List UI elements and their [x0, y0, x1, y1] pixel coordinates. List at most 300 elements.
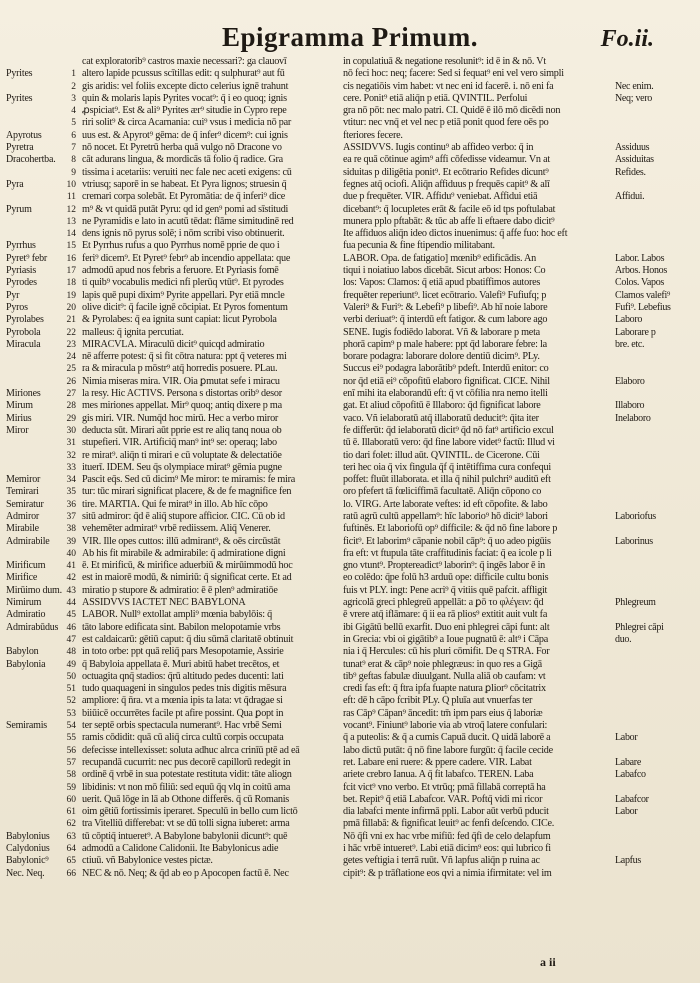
text-line [343, 634, 698, 646]
marginal-note: Laboro [615, 314, 643, 326]
marginal-note: Labor [615, 732, 638, 744]
text-line [343, 105, 698, 117]
text-line [6, 868, 344, 880]
text-line [343, 179, 698, 191]
text-line [343, 425, 698, 437]
line-text: ituerī. IDEM. Seu q̄s olympiace mirat⁹ gēmia pugne [82, 461, 282, 473]
line-text: octuagita qnq̄ stadios: q̄rū altitudo pedes ducenti: lati [82, 670, 284, 682]
line-text: miratio p stupore & admiratio: ē ē plen⁹ admiratiōe [82, 584, 278, 596]
marginal-note: Pyretra [6, 142, 34, 154]
text-line [6, 167, 344, 179]
marginal-note: Elaboro [615, 375, 645, 387]
marginal-note: Pyros [6, 301, 28, 313]
line-text: ret. Labare eni ruere: & ppere cadere. VIR. Labat [343, 756, 532, 768]
line-text: agricolā greci phlegreū appellāt: a ꝑō το φλέγειν: q̄d [343, 597, 544, 609]
text-line [6, 277, 344, 289]
line-text: ꝓspiciat⁹. Est & ali⁹ Pyrites ær⁹ situdie in Cypro repe [82, 105, 287, 117]
text-line [343, 720, 698, 732]
text-line [6, 794, 344, 806]
line-number: 5 [71, 118, 76, 129]
text-line [6, 437, 344, 449]
line-number: 51 [66, 684, 76, 695]
line-number: 28 [66, 401, 76, 412]
line-text: olive dicit⁹: q̄ facile ignē cōcipiat. Et Pyros fomentum [82, 301, 288, 313]
line-number: 53 [66, 708, 76, 719]
marginal-note: Pyrites [6, 68, 33, 80]
text-line [6, 142, 344, 154]
line-number: 63 [66, 831, 76, 842]
line-number: 42 [66, 573, 76, 584]
line-number: 19 [66, 290, 76, 301]
line-number: 1 [71, 69, 76, 80]
text-line [6, 548, 344, 560]
marginal-note: Refides. [615, 166, 646, 178]
marginal-note: Inelaboro [615, 412, 651, 424]
text-line [343, 523, 698, 535]
marginal-note: Phlegrei cāpi [615, 621, 664, 633]
text-line [343, 818, 698, 830]
text-line [343, 757, 698, 769]
line-text: NEC & nō. Neq; & q̄d ab eo p Apocopen factū ē. Nec [82, 867, 289, 879]
text-line [6, 68, 344, 80]
text-line [6, 204, 344, 216]
line-text: tāto labore edificata sint. Babilon melopotamie vrbs [82, 621, 281, 633]
text-line [343, 585, 698, 597]
text-line [343, 646, 698, 658]
line-text: defecisse intellexisset: soluta adhuc alrca crinīū ptē ad eā [82, 744, 300, 756]
marginal-note: Miracula [6, 338, 41, 350]
line-number: 26 [66, 376, 76, 387]
line-text: vtitur: nec vnq̄ et vel nec p etiā ponit quod fere oēs po [343, 117, 549, 129]
line-text: bet. Repit⁹ q̄ etiā Labafcor. VAR. Poftq̄ vidi mi ricor [343, 793, 543, 805]
line-number: 2 [71, 81, 76, 92]
text-line [6, 597, 344, 609]
marginal-note: Arbos. Honos [615, 265, 667, 277]
line-text: fuis vt PLY. ingt: Pene acri⁹ q̄ vitiis quē pafcit. affligit [343, 584, 548, 596]
line-text: Pascit eq̄s. Sed cū dicim⁹ Me miror: te miramis: fe mira [82, 474, 296, 486]
folio-number: Fo.ii. [600, 26, 654, 52]
marginal-note: Mirabile [6, 523, 39, 535]
text-line [6, 486, 344, 498]
text-line [6, 523, 344, 535]
line-number: 37 [66, 511, 76, 522]
text-line [6, 253, 344, 265]
line-text: Ab his fit mirabile & admirabile: q̄ admiratione digni [82, 547, 286, 559]
line-text: poffet: fluūt illaborata. et illa q̄ nihil pulchri⁹ auditū eft [343, 474, 551, 486]
marginal-note: Assiduitas [615, 154, 654, 166]
line-number: 64 [66, 844, 76, 854]
line-number: 32 [66, 450, 76, 461]
text-line [6, 806, 344, 818]
line-text: ter septē orbis spectacula numerant⁹. Hac vrbē Semi [82, 720, 282, 732]
text-line [343, 351, 698, 363]
marginal-note: Mirius [6, 412, 32, 424]
line-text: dicebant⁹: q̄ locupletes erāt & facile eō id tps poftulabat [343, 203, 556, 215]
text-line [6, 179, 344, 191]
line-number: 35 [66, 487, 76, 498]
line-text: admodū a Calidone Calidonii. Ite Babylonicus adie [82, 843, 279, 854]
text-line [343, 376, 698, 388]
text-line [343, 68, 698, 80]
text-line [343, 843, 698, 855]
text-line [6, 327, 344, 339]
text-line [6, 450, 344, 462]
marginal-note: Pyriasis [6, 265, 37, 277]
line-text: oim gētiū fortissimis iperaret. Speculū in bello cum lictō [82, 806, 298, 818]
marginal-note: Clamos valefi⁹ [615, 289, 671, 301]
marginal-note: Labor. Labos [615, 252, 665, 264]
line-number: 33 [66, 462, 76, 473]
text-line [6, 831, 344, 843]
text-line [6, 191, 344, 203]
text-line [343, 683, 698, 695]
text-line [343, 277, 698, 289]
line-text: ne Pyramidis e lato in acutū tēdat: flāme simitudinē red [82, 215, 294, 227]
running-title: Epigramma Primum. [222, 22, 478, 52]
line-text: tissima i acetariis: veruiti nec fale nec aceti exigens: cū [82, 166, 292, 178]
marginal-note: Babylonia [6, 658, 46, 670]
line-text: oro pfefert tā fœliciffimā facultatē. Aliq̄n cōpono co [343, 486, 542, 498]
marginal-note: Pyrobola [6, 326, 41, 338]
line-text: nē afferre potest: q̄ si fit cōtra natura: ppt q̄ veteres mi [82, 351, 287, 363]
line-number: 9 [71, 167, 76, 178]
marginal-note: Laborinus [615, 535, 653, 547]
line-number: 41 [66, 561, 76, 572]
marginal-note: Calydonius [6, 843, 50, 854]
line-number: 10 [66, 179, 76, 190]
line-number: 61 [66, 807, 76, 818]
line-text: recupandā cucurrit: nec pus decorē capillorū redegit in [82, 756, 291, 768]
line-number: 43 [66, 585, 76, 596]
line-number: 16 [66, 253, 76, 264]
text-line [343, 216, 698, 228]
line-number: 15 [66, 241, 76, 252]
marginal-note: Labafcor [615, 793, 649, 805]
line-text: deducta sūt. Mirari aūt pprie est re aliq tanq noua ob [82, 424, 282, 436]
text-line [6, 302, 344, 314]
line-text: ras Cāp⁹ Cāpan⁹ āncedit: tm̄ ipm pars eius q̄ laboriæ [343, 707, 543, 719]
line-number: 55 [66, 733, 76, 744]
line-text: gra nō pōt: nec malo patri. CI. Q̄uidē ē ilō mō dicēdi non [343, 105, 561, 117]
line-text: los: Vapos: Clamos: q̄ etiā apud pbatiffimos autores [343, 277, 541, 289]
text-line [343, 868, 698, 880]
marginal-note: Labare [615, 756, 641, 768]
text-line [6, 695, 344, 707]
line-text: Ite affiduos aliq̄n ideo dictos inuenimus: q̄ affe fuo: hoc eft [343, 228, 568, 240]
text-line [6, 745, 344, 757]
text-line [343, 548, 698, 560]
text-line [6, 609, 344, 621]
line-number: 59 [66, 782, 76, 793]
line-text: SENE. Iugis fodiēdo laborat. Vñ & laborare p meta [343, 326, 540, 338]
line-text: Nimia miseras mira. VIR. Oia ꝑmutat sefe i miracu [82, 375, 280, 387]
line-text: ficit⁹. Et laborim⁹ cāpanie nobil cāp⁹: q̄ uo adeo pigūis [343, 535, 551, 547]
text-line [6, 376, 344, 388]
line-text: tire. MARTIA. Q̄ui fe mirat⁹ in illo. Ab hīc cōpo [82, 498, 268, 510]
marginal-note: Affidui. [615, 191, 645, 203]
line-text: m⁹ & vt quidā putāt Pyru: qd id gen⁹ pomi ad sīstitudi [82, 203, 289, 215]
text-line [6, 117, 344, 129]
line-text: gis aridis: vel foliis excepte dicto celerius ignē trahunt [82, 80, 289, 92]
line-number: 13 [66, 216, 76, 227]
text-line [343, 536, 698, 548]
line-text: uus est. & Apyrot⁹ gēma: de q̄ infer⁹ dicem⁹: cui ignis [82, 129, 288, 141]
line-text: tiqui i noiatiuo labos dicebāt. Sicut arbos: Honos: Co [343, 265, 546, 277]
marginal-note: Babylonius [6, 830, 50, 842]
line-text: & Pyrolabes: q̄ ea ignita sunt capiat: licut Pyrobola [82, 314, 277, 326]
line-number: 65 [66, 856, 76, 867]
line-text: enī mihi ita elaborandū eft: q̄ vt cōfilia nra nemo itelli [343, 388, 548, 400]
text-line [6, 843, 344, 855]
line-number: 7 [71, 143, 76, 154]
line-text: LABOR. Opa. de fatigatio] mœnib⁹ edificādis. An [343, 252, 536, 264]
marginal-note: Babylon [6, 646, 39, 658]
line-text: dia labafci mente infirmā ppli. Labor aūt verbū pducit [343, 806, 549, 818]
line-text: libidinis: vt non mō filiū: sed equū q̄q vlq in coitū ama [82, 781, 291, 793]
line-text: tra Vitelliū differebat: vt se dū tolli signa iuberet: arma [82, 818, 290, 830]
line-number: 18 [66, 278, 76, 289]
text-line [343, 388, 698, 400]
text-line [6, 818, 344, 830]
line-text: tunat⁹ erat & cāp⁹ noie phlegræus: in quo res a Gigā [343, 658, 542, 670]
text-line [6, 855, 344, 867]
line-number: 56 [66, 745, 76, 756]
line-text: ratū agrū cultū appellam⁹: hīc laborio⁹ hō dicit⁹ labori [343, 510, 548, 522]
right-column [343, 56, 698, 966]
text-line [343, 782, 698, 794]
line-text: vehemēter admirat⁹ vrbē rediissem. Aliq̄ Venerer. [82, 523, 271, 535]
line-text: in Grecia: vbi oi gigātib⁹ a Ioue pugnatū ē: alt⁹ i Cāpa [343, 633, 548, 645]
text-line [343, 265, 698, 277]
text-line [6, 351, 344, 363]
text-line [6, 646, 344, 658]
line-text: vaco. Vñ ielaboratū atq̄ illaboratū deducit⁹: q̄ita iter [343, 412, 539, 424]
text-line [343, 609, 698, 621]
line-text: nō feci hoc: neq; facere: Sed si fequat⁹ eni vel vero simpli [343, 68, 564, 80]
line-text: Succus ei⁹ podagra laborātib⁹ pdeft. Interdū enitor: co [343, 363, 549, 375]
marginal-note: Laborare p [615, 326, 656, 338]
line-number: 17 [66, 266, 76, 277]
line-number: 23 [66, 339, 76, 350]
line-number: 30 [66, 425, 76, 436]
marginal-note: Memiror [6, 474, 41, 486]
text-line [343, 486, 698, 498]
line-text: nō nocet. Et Pyretrū herba quā vulgo nō Dracone vo [82, 142, 282, 154]
text-line [343, 363, 698, 375]
marginal-note: Lapfus [615, 855, 641, 867]
marginal-note: Miror [6, 424, 29, 436]
line-text: fteriores fecere. [343, 129, 403, 141]
text-line [343, 695, 698, 707]
line-number: 54 [66, 721, 76, 732]
line-text: nia i q̄ Hercules: cū his pluri cōmifit. De q STRA. For [343, 646, 550, 658]
text-line [343, 462, 698, 474]
line-number: 52 [66, 696, 76, 707]
line-number: 46 [66, 622, 76, 633]
line-text: nor q̄d etiā ei⁹ cōpofitū elaboro fignificat. CICE. Nihil [343, 375, 550, 387]
text-line [6, 683, 344, 695]
line-text: eo colēdo: q̄pe folū h3 arduū ope: difficile cultu bonis [343, 572, 549, 584]
line-text: tū ē. Illaboratū vero: q̄d fine labore videt⁹ factū: Illud vi [343, 437, 555, 449]
line-text: admodū apud nos febris a feruore. Et Pyriasis fomē [82, 265, 279, 277]
line-text: ibi Gigātū bellū exarfit. Duo eni phlegrei cāpi funt: alt [343, 621, 550, 633]
text-line [343, 228, 698, 240]
line-text: ASSIDVVS IACTET NEC BABYLONA [82, 597, 246, 609]
line-text: fuftinēs. Et laboriofū op⁹ difficile: & q̄d nō fine labore p [343, 523, 558, 535]
line-text: la resy. Hic ACTIVS. Persona s distortas orib⁹ desor [82, 388, 282, 400]
marginal-note: Temirari [6, 486, 39, 498]
text-line [6, 769, 344, 781]
line-text: gno vtunt⁹. Proptereadict⁹ laborin⁹: q̄ ingēs labor ē in [343, 560, 546, 572]
line-text: cis negatiōis vim habet: vt nec eni id facerē. i. nō eni fa [343, 80, 554, 92]
text-line [6, 560, 344, 572]
text-line [6, 265, 344, 277]
text-line [6, 56, 344, 68]
line-text: tū cōptiq̄ intueret⁹. A Babylone babylonii dicunt⁹: quē [82, 830, 288, 842]
line-number: 45 [66, 610, 76, 621]
line-text: vocant⁹. Finiunt⁹ laborie via ab vtroq̄ latere confulari: [343, 720, 548, 732]
text-line [343, 450, 698, 462]
text-line [343, 511, 698, 523]
line-text: cat exploratorib⁹ castros maxie necessari?: ga clauovī [82, 56, 287, 67]
text-line [6, 228, 344, 240]
line-text: ariete crebro Ianua. A q̄ fit labafco. TEREN. Laba [343, 769, 534, 781]
text-line [343, 622, 698, 634]
text-line [6, 671, 344, 683]
text-line [6, 290, 344, 302]
line-text: fua pecunia & fine ftipendio militabant. [343, 240, 495, 252]
line-number: 44 [66, 598, 76, 609]
line-text: lapis quē pupi dixim⁹ Pyrite appellari. Pyr etiā mncle [82, 289, 285, 301]
text-line [6, 105, 344, 117]
text-line [343, 117, 698, 129]
signature-mark: a ii [540, 955, 556, 969]
line-text: siduitas p diligētia ponit⁹. Et ecōtrario Refides dicunt⁹ [343, 166, 549, 178]
text-line [343, 499, 698, 511]
text-line [6, 585, 344, 597]
line-text: Et Pyrrhus rufus a quo Pyrrhus nomē pprie de quo i [82, 240, 280, 252]
line-text: tur: tūc mirari significat placere, & de fe magnifice fen [82, 486, 292, 498]
text-line [343, 130, 698, 142]
line-number: 12 [66, 204, 76, 215]
text-line [343, 327, 698, 339]
text-line [343, 204, 698, 216]
line-text: ordinē q̄ vrbē in sua potestate restituta vidit: tāte aliogn [82, 769, 292, 781]
text-line [6, 339, 344, 351]
line-number: 62 [66, 819, 76, 830]
text-line [343, 659, 698, 671]
line-text: pmā fillabā: & fignificat leuit⁹ ac fenfi deſcendo. CICe. [343, 818, 555, 830]
line-number: 11 [66, 192, 76, 203]
line-text: cremari corpa solebāt. Et Pyromātia: de q̄ inferi⁹ dice [82, 191, 286, 203]
line-text: altero lapide pcussus scītillas edit: q sulphurat⁹ aut fū [82, 68, 285, 80]
text-line [343, 572, 698, 584]
line-text: ē. Et mirificū, & mirifice aduerbiū & mirūimmodū hoc [82, 560, 293, 572]
text-line [343, 167, 698, 179]
text-line [343, 81, 698, 93]
text-line [6, 413, 344, 425]
line-text: est caldaicarū: gētiū caput: q̄ diu sūmā claritatē obtinuit [82, 633, 294, 645]
line-text: cipit⁹: & p trāflatione eos qvi a nimia ifirmitate: vel im [343, 867, 552, 879]
marginal-note: Dracohertba. [6, 154, 56, 166]
line-text: stupefieri. VIR. Artificiq̄ man⁹ int⁹ se: operaq; labo [82, 437, 277, 449]
line-text: re mirat⁹. aliq̄n ti mirari e cū voluptate & delectatiōe [82, 449, 282, 461]
line-number: 48 [66, 647, 76, 658]
text-line [6, 388, 344, 400]
line-text: quin & molaris lapis Pyrites vocat⁹: q̄ i eo quoq; ignis [82, 92, 287, 104]
marginal-note: Apyrotus [6, 129, 42, 141]
line-number: 49 [66, 659, 76, 670]
text-line [6, 572, 344, 584]
line-text: feri⁹ dicem⁹. Et Pyret⁹ febr⁹ ab incendio appellata: que [82, 252, 291, 264]
marginal-note: Illaboro [615, 400, 645, 412]
marginal-note: Nec enim. [615, 80, 654, 92]
marginal-note: Pyrodes [6, 277, 37, 289]
marginal-note: Fufi⁹. Lebefius [615, 301, 671, 313]
marginal-note: Pyret⁹ febr [6, 252, 47, 264]
line-text: mes miriones appellat. Mir⁹ quoq; antiq dixere p ma [82, 400, 282, 412]
marginal-note: Pyrrhus [6, 240, 36, 252]
line-text: est in maiorē modū, & nimiriū: q̄ significat certe. Et ad [82, 572, 292, 584]
line-text: teri hec oia q̄ vix fingula q̄f q̄ intētiffima cura confequi [343, 461, 551, 473]
line-text: ē vrere atq̄ iflāmare: q̄ ii ea rā plios⁹ extitit auit vult fa [343, 609, 548, 621]
marginal-note: Mirificum [6, 560, 46, 572]
line-text: fe differūt: q̄d ielaboratū dicit⁹ q̄d nō fat⁹ artificio excul [343, 424, 554, 436]
text-line [6, 154, 344, 166]
line-text: q̄ a puteolis: & q̄ a cumis Capuā ducit. Q̄ uidā laborē a [343, 732, 551, 744]
text-line [6, 474, 344, 486]
text-line [343, 671, 698, 683]
line-text: ra & miracula p mōstr⁹ atq̄ horredis posuere. PLau. [82, 363, 278, 375]
marginal-note: Colos. Vapos [615, 277, 665, 289]
text-line [343, 732, 698, 744]
line-text: ramis cōdidit: quā cū aliq̄ circa cultū corpis occupata [82, 732, 284, 744]
line-text: tudo quaquageni in singulos pedes tnis digitis mēsura [82, 683, 287, 695]
line-number: 36 [66, 499, 76, 510]
text-line [343, 154, 698, 166]
line-text: fcit vict⁹ vno verbo. Et vtrūq; pmā fillabā correptā ha [343, 781, 546, 793]
line-text: malleus: q̄ ignita percutiat. [82, 326, 184, 338]
text-line [343, 437, 698, 449]
marginal-note: Nec. Neq. [6, 867, 45, 879]
line-number: 38 [66, 524, 76, 535]
marginal-note: Neq; vero [615, 92, 653, 104]
line-text: Nō q̄fi vni ex hac vrbe mifiū: fed q̄fi de celo delapfum [343, 830, 551, 842]
text-line [6, 782, 344, 794]
line-number: 57 [66, 757, 76, 768]
text-line [6, 511, 344, 523]
text-line [343, 806, 698, 818]
line-text: fra eft: vt ftupula tāte craffitudinis faciat: q̄ ea icole p li [343, 547, 552, 559]
text-line [343, 93, 698, 105]
line-text: labo dictū putāt: q̄ nō fine labore furgūt: q̄ facile cecide [343, 744, 553, 756]
marginal-note: Mirūimo dum. [6, 584, 62, 596]
marginal-note: Labafco [615, 769, 646, 781]
marginal-note: Miriones [6, 388, 41, 400]
line-text: fegnes atq̄ ociofi. Aliq̄n affiduus p frequēs capit⁹ & alī [343, 178, 550, 190]
line-text: credi fas eft: q̄ ftra ipfa fuapte natura ꝑlior⁹ cōcitatrix [343, 683, 546, 695]
marginal-note: Admirabile [6, 535, 50, 547]
line-text: ampliore: q̄ n̄ra. vt a mœnia ipis ta lata: vt q̄dragae si [82, 695, 283, 707]
line-number: 29 [66, 413, 76, 424]
text-line [6, 93, 344, 105]
line-text: verbi deriuat⁹: q̄ interdū eft fatigor. & cum labore ago [343, 314, 548, 326]
left-column [6, 56, 344, 966]
text-line [6, 720, 344, 732]
text-line [343, 240, 698, 252]
marginal-note: Labor [615, 806, 638, 818]
text-line [6, 81, 344, 93]
